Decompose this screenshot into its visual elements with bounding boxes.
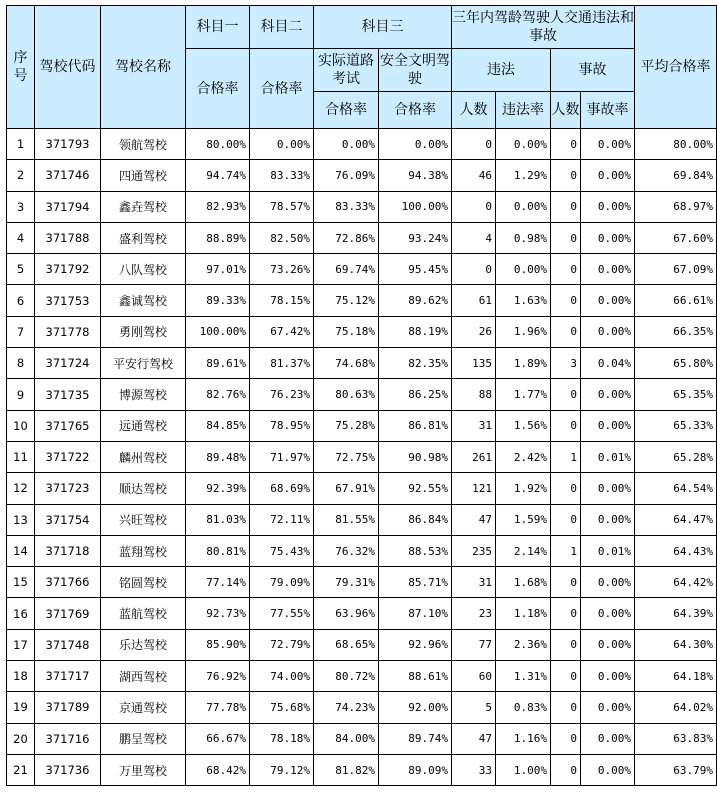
header-violation-count: 人数: [452, 92, 496, 129]
cell-violation-count: 121: [452, 473, 496, 504]
cell-accident-rate: 0.01%: [581, 441, 635, 472]
cell-school-code: 371789: [35, 692, 101, 723]
cell-violation-count: 0: [452, 191, 496, 222]
cell-accident-count: 0: [551, 692, 581, 723]
table-row: [7, 754, 717, 785]
cell-subject1-pass-rate: 89.33%: [186, 285, 250, 316]
cell-school-name: 兴旺驾校: [101, 504, 186, 535]
cell-road-test-pass-rate: 83.33%: [314, 191, 379, 222]
cell-seq: 7: [7, 316, 35, 347]
cell-accident-rate: 0.00%: [581, 410, 635, 441]
cell-school-code: 371717: [35, 661, 101, 692]
cell-average-pass-rate: 67.09%: [635, 254, 717, 285]
cell-accident-rate: 0.00%: [581, 504, 635, 535]
cell-school-code: 371793: [35, 129, 101, 160]
cell-accident-rate: 0.00%: [581, 191, 635, 222]
header-accident: 事故: [551, 49, 635, 92]
cell-subject2-pass-rate: 78.95%: [250, 410, 314, 441]
cell-subject2-pass-rate: 75.68%: [250, 692, 314, 723]
cell-subject2-pass-rate: 72.11%: [250, 504, 314, 535]
cell-safety-pass-rate: 92.55%: [379, 473, 452, 504]
cell-violation-count: 88: [452, 379, 496, 410]
cell-road-test-pass-rate: 72.75%: [314, 441, 379, 472]
cell-subject1-pass-rate: 82.93%: [186, 191, 250, 222]
cell-violation-rate: 0.00%: [496, 129, 551, 160]
cell-subject1-pass-rate: 77.78%: [186, 692, 250, 723]
cell-road-test-pass-rate: 0.00%: [314, 129, 379, 160]
cell-subject2-pass-rate: 78.57%: [250, 191, 314, 222]
cell-violation-count: 26: [452, 316, 496, 347]
cell-safety-pass-rate: 93.24%: [379, 222, 452, 253]
cell-accident-count: 1: [551, 535, 581, 566]
cell-safety-pass-rate: 0.00%: [379, 129, 452, 160]
cell-seq: 16: [7, 598, 35, 629]
table-row: [7, 723, 717, 754]
cell-safety-pass-rate: 88.61%: [379, 661, 452, 692]
table-row: [7, 504, 717, 535]
header-code: 驾校代码: [35, 6, 101, 129]
cell-road-test-pass-rate: 80.72%: [314, 661, 379, 692]
cell-school-name: 湖西驾校: [101, 661, 186, 692]
cell-average-pass-rate: 64.54%: [635, 473, 717, 504]
cell-road-test-pass-rate: 76.09%: [314, 160, 379, 191]
cell-violation-count: 47: [452, 723, 496, 754]
cell-safety-pass-rate: 82.35%: [379, 348, 452, 379]
cell-safety-pass-rate: 94.38%: [379, 160, 452, 191]
cell-seq: 12: [7, 473, 35, 504]
cell-accident-rate: 0.01%: [581, 535, 635, 566]
table-row: [7, 567, 717, 598]
cell-accident-count: 0: [551, 473, 581, 504]
cell-accident-count: 1: [551, 441, 581, 472]
cell-school-name: 领航驾校: [101, 129, 186, 160]
cell-violation-rate: 1.56%: [496, 410, 551, 441]
cell-school-name: 鹏呈驾校: [101, 723, 186, 754]
cell-subject1-pass-rate: 92.39%: [186, 473, 250, 504]
header-subject3: 科目三: [314, 6, 452, 49]
cell-violation-rate: 0.98%: [496, 222, 551, 253]
cell-accident-count: 0: [551, 129, 581, 160]
cell-subject2-pass-rate: 81.37%: [250, 348, 314, 379]
cell-accident-rate: 0.00%: [581, 754, 635, 785]
table-row: [7, 692, 717, 723]
cell-school-code: 371794: [35, 191, 101, 222]
table-row: [7, 441, 717, 472]
cell-violation-rate: 1.59%: [496, 504, 551, 535]
cell-school-code: 371736: [35, 754, 101, 785]
cell-violation-rate: 1.16%: [496, 723, 551, 754]
cell-school-code: 371765: [35, 410, 101, 441]
cell-average-pass-rate: 64.18%: [635, 661, 717, 692]
cell-average-pass-rate: 64.30%: [635, 629, 717, 660]
cell-road-test-pass-rate: 75.12%: [314, 285, 379, 316]
table-row: [7, 379, 717, 410]
cell-violation-count: 4: [452, 222, 496, 253]
table-row: [7, 316, 717, 347]
table-row: [7, 348, 717, 379]
cell-subject2-pass-rate: 77.55%: [250, 598, 314, 629]
cell-subject2-pass-rate: 73.26%: [250, 254, 314, 285]
cell-safety-pass-rate: 86.25%: [379, 379, 452, 410]
header-violation-rate: 违法率: [496, 92, 551, 129]
cell-seq: 17: [7, 629, 35, 660]
cell-violation-rate: 0.83%: [496, 692, 551, 723]
header-pass-rate-2: 合格率: [250, 49, 314, 129]
cell-road-test-pass-rate: 75.28%: [314, 410, 379, 441]
cell-safety-pass-rate: 89.62%: [379, 285, 452, 316]
cell-violation-rate: 1.89%: [496, 348, 551, 379]
cell-average-pass-rate: 66.61%: [635, 285, 717, 316]
cell-safety-pass-rate: 92.00%: [379, 692, 452, 723]
cell-school-name: 八队驾校: [101, 254, 186, 285]
cell-school-code: 371753: [35, 285, 101, 316]
cell-subject1-pass-rate: 68.42%: [186, 754, 250, 785]
cell-violation-count: 235: [452, 535, 496, 566]
cell-accident-rate: 0.00%: [581, 692, 635, 723]
cell-safety-pass-rate: 89.74%: [379, 723, 452, 754]
cell-road-test-pass-rate: 81.82%: [314, 754, 379, 785]
cell-seq: 6: [7, 285, 35, 316]
cell-accident-count: 0: [551, 285, 581, 316]
cell-average-pass-rate: 69.84%: [635, 160, 717, 191]
table-row: [7, 473, 717, 504]
cell-violation-rate: 1.77%: [496, 379, 551, 410]
cell-average-pass-rate: 63.79%: [635, 754, 717, 785]
cell-safety-pass-rate: 87.10%: [379, 598, 452, 629]
header-safety: 安全文明驾驶: [379, 49, 452, 92]
cell-school-code: 371718: [35, 535, 101, 566]
cell-accident-count: 0: [551, 222, 581, 253]
header-seq: 序号: [7, 6, 35, 129]
cell-seq: 3: [7, 191, 35, 222]
cell-average-pass-rate: 68.97%: [635, 191, 717, 222]
cell-school-code: 371792: [35, 254, 101, 285]
cell-subject2-pass-rate: 72.79%: [250, 629, 314, 660]
cell-subject1-pass-rate: 80.81%: [186, 535, 250, 566]
cell-violation-rate: 1.29%: [496, 160, 551, 191]
table-body: [7, 129, 717, 786]
cell-subject2-pass-rate: 74.00%: [250, 661, 314, 692]
cell-average-pass-rate: 64.39%: [635, 598, 717, 629]
cell-violation-rate: 1.63%: [496, 285, 551, 316]
cell-school-name: 万里驾校: [101, 754, 186, 785]
cell-subject2-pass-rate: 78.18%: [250, 723, 314, 754]
cell-seq: 19: [7, 692, 35, 723]
cell-violation-rate: 0.00%: [496, 254, 551, 285]
cell-average-pass-rate: 64.47%: [635, 504, 717, 535]
cell-school-code: 371735: [35, 379, 101, 410]
cell-seq: 18: [7, 661, 35, 692]
cell-road-test-pass-rate: 67.91%: [314, 473, 379, 504]
cell-school-name: 博源驾校: [101, 379, 186, 410]
table-header: [7, 6, 717, 129]
cell-school-code: 371788: [35, 222, 101, 253]
header-accident-count: 人数: [551, 92, 581, 129]
cell-accident-count: 0: [551, 410, 581, 441]
cell-accident-rate: 0.00%: [581, 661, 635, 692]
cell-violation-count: 0: [452, 254, 496, 285]
cell-subject1-pass-rate: 89.61%: [186, 348, 250, 379]
table-row: [7, 222, 717, 253]
cell-subject2-pass-rate: 67.42%: [250, 316, 314, 347]
cell-accident-rate: 0.00%: [581, 222, 635, 253]
cell-violation-count: 46: [452, 160, 496, 191]
cell-seq: 21: [7, 754, 35, 785]
cell-subject1-pass-rate: 66.67%: [186, 723, 250, 754]
header-three-year: 三年内驾龄驾驶人交通违法和事故: [452, 6, 635, 49]
cell-road-test-pass-rate: 63.96%: [314, 598, 379, 629]
cell-school-name: 鑫诚驾校: [101, 285, 186, 316]
cell-school-name: 蓝航驾校: [101, 598, 186, 629]
cell-accident-rate: 0.00%: [581, 129, 635, 160]
table-row: [7, 129, 717, 160]
cell-accident-rate: 0.00%: [581, 254, 635, 285]
cell-violation-count: 31: [452, 567, 496, 598]
cell-subject1-pass-rate: 81.03%: [186, 504, 250, 535]
cell-accident-rate: 0.00%: [581, 379, 635, 410]
cell-school-name: 麟州驾校: [101, 441, 186, 472]
cell-subject1-pass-rate: 85.90%: [186, 629, 250, 660]
cell-violation-rate: 2.36%: [496, 629, 551, 660]
cell-average-pass-rate: 64.43%: [635, 535, 717, 566]
cell-road-test-pass-rate: 72.86%: [314, 222, 379, 253]
cell-average-pass-rate: 65.33%: [635, 410, 717, 441]
cell-accident-rate: 0.00%: [581, 629, 635, 660]
header-pass-rate-road: 合格率: [314, 92, 379, 129]
cell-average-pass-rate: 65.35%: [635, 379, 717, 410]
cell-safety-pass-rate: 92.96%: [379, 629, 452, 660]
cell-average-pass-rate: 67.60%: [635, 222, 717, 253]
header-subject1: 科目一: [186, 6, 250, 49]
cell-road-test-pass-rate: 79.31%: [314, 567, 379, 598]
cell-violation-count: 33: [452, 754, 496, 785]
cell-school-code: 371724: [35, 348, 101, 379]
cell-school-code: 371748: [35, 629, 101, 660]
cell-accident-count: 0: [551, 629, 581, 660]
cell-road-test-pass-rate: 76.32%: [314, 535, 379, 566]
cell-seq: 8: [7, 348, 35, 379]
cell-safety-pass-rate: 90.98%: [379, 441, 452, 472]
table-row: [7, 191, 717, 222]
cell-school-name: 顺达驾校: [101, 473, 186, 504]
cell-school-code: 371769: [35, 598, 101, 629]
cell-school-name: 平安行驾校: [101, 348, 186, 379]
cell-violation-rate: 2.14%: [496, 535, 551, 566]
cell-violation-rate: 1.18%: [496, 598, 551, 629]
cell-subject2-pass-rate: 79.12%: [250, 754, 314, 785]
cell-violation-rate: 1.96%: [496, 316, 551, 347]
cell-seq: 15: [7, 567, 35, 598]
cell-accident-count: 0: [551, 160, 581, 191]
header-accident-rate: 事故率: [581, 92, 635, 129]
cell-violation-rate: 1.31%: [496, 661, 551, 692]
cell-subject2-pass-rate: 78.15%: [250, 285, 314, 316]
cell-accident-rate: 0.04%: [581, 348, 635, 379]
cell-violation-count: 47: [452, 504, 496, 535]
cell-school-name: 京通驾校: [101, 692, 186, 723]
table-row: [7, 410, 717, 441]
cell-road-test-pass-rate: 69.74%: [314, 254, 379, 285]
cell-road-test-pass-rate: 74.23%: [314, 692, 379, 723]
cell-violation-count: 60: [452, 661, 496, 692]
cell-subject1-pass-rate: 76.92%: [186, 661, 250, 692]
cell-accident-rate: 0.00%: [581, 723, 635, 754]
cell-accident-count: 0: [551, 754, 581, 785]
cell-violation-count: 5: [452, 692, 496, 723]
cell-accident-rate: 0.00%: [581, 160, 635, 191]
cell-safety-pass-rate: 100.00%: [379, 191, 452, 222]
cell-road-test-pass-rate: 84.00%: [314, 723, 379, 754]
cell-subject1-pass-rate: 97.01%: [186, 254, 250, 285]
cell-subject2-pass-rate: 68.69%: [250, 473, 314, 504]
cell-accident-count: 0: [551, 598, 581, 629]
cell-average-pass-rate: 80.00%: [635, 129, 717, 160]
cell-violation-rate: 0.00%: [496, 191, 551, 222]
table-row: [7, 535, 717, 566]
cell-school-name: 鑫垚驾校: [101, 191, 186, 222]
cell-school-name: 盛利驾校: [101, 222, 186, 253]
cell-school-name: 四通驾校: [101, 160, 186, 191]
cell-road-test-pass-rate: 81.55%: [314, 504, 379, 535]
cell-safety-pass-rate: 95.45%: [379, 254, 452, 285]
cell-accident-count: 0: [551, 661, 581, 692]
cell-subject2-pass-rate: 83.33%: [250, 160, 314, 191]
cell-violation-count: 261: [452, 441, 496, 472]
cell-accident-rate: 0.00%: [581, 567, 635, 598]
table-row: [7, 598, 717, 629]
header-pass-rate-safety: 合格率: [379, 92, 452, 129]
cell-accident-count: 0: [551, 723, 581, 754]
cell-violation-rate: 1.00%: [496, 754, 551, 785]
cell-seq: 10: [7, 410, 35, 441]
cell-violation-count: 23: [452, 598, 496, 629]
cell-accident-count: 0: [551, 504, 581, 535]
cell-subject1-pass-rate: 80.00%: [186, 129, 250, 160]
cell-average-pass-rate: 64.02%: [635, 692, 717, 723]
cell-school-code: 371723: [35, 473, 101, 504]
cell-seq: 1: [7, 129, 35, 160]
table-row: [7, 254, 717, 285]
cell-subject1-pass-rate: 100.00%: [186, 316, 250, 347]
cell-accident-rate: 0.00%: [581, 285, 635, 316]
cell-violation-rate: 2.42%: [496, 441, 551, 472]
cell-violation-count: 135: [452, 348, 496, 379]
cell-subject2-pass-rate: 75.43%: [250, 535, 314, 566]
cell-school-name: 铭圆驾校: [101, 567, 186, 598]
cell-school-name: 蓝翔驾校: [101, 535, 186, 566]
driving-school-ranking-table: [6, 5, 717, 786]
cell-average-pass-rate: 63.83%: [635, 723, 717, 754]
cell-road-test-pass-rate: 74.68%: [314, 348, 379, 379]
cell-subject2-pass-rate: 82.50%: [250, 222, 314, 253]
cell-safety-pass-rate: 85.71%: [379, 567, 452, 598]
cell-accident-count: 0: [551, 567, 581, 598]
cell-violation-count: 61: [452, 285, 496, 316]
header-average: 平均合格率: [635, 6, 717, 129]
cell-violation-rate: 1.68%: [496, 567, 551, 598]
cell-subject1-pass-rate: 77.14%: [186, 567, 250, 598]
cell-accident-rate: 0.00%: [581, 316, 635, 347]
cell-seq: 5: [7, 254, 35, 285]
cell-accident-count: 3: [551, 348, 581, 379]
cell-accident-count: 0: [551, 191, 581, 222]
cell-seq: 13: [7, 504, 35, 535]
cell-average-pass-rate: 66.35%: [635, 316, 717, 347]
table-row: [7, 629, 717, 660]
header-subject2: 科目二: [250, 6, 314, 49]
header-violation: 违法: [452, 49, 551, 92]
cell-accident-count: 0: [551, 254, 581, 285]
cell-subject2-pass-rate: 71.97%: [250, 441, 314, 472]
table-row: [7, 160, 717, 191]
cell-school-name: 勇刚驾校: [101, 316, 186, 347]
cell-subject2-pass-rate: 0.00%: [250, 129, 314, 160]
cell-subject2-pass-rate: 79.09%: [250, 567, 314, 598]
cell-subject2-pass-rate: 76.23%: [250, 379, 314, 410]
cell-safety-pass-rate: 88.19%: [379, 316, 452, 347]
cell-subject1-pass-rate: 89.48%: [186, 441, 250, 472]
cell-road-test-pass-rate: 68.65%: [314, 629, 379, 660]
cell-subject1-pass-rate: 82.76%: [186, 379, 250, 410]
cell-school-code: 371716: [35, 723, 101, 754]
cell-safety-pass-rate: 89.09%: [379, 754, 452, 785]
header-road-test: 实际道路考试: [314, 49, 379, 92]
cell-accident-rate: 0.00%: [581, 473, 635, 504]
cell-subject1-pass-rate: 92.73%: [186, 598, 250, 629]
cell-school-code: 371754: [35, 504, 101, 535]
cell-violation-count: 0: [452, 129, 496, 160]
cell-violation-rate: 1.92%: [496, 473, 551, 504]
cell-school-code: 371746: [35, 160, 101, 191]
cell-subject1-pass-rate: 94.74%: [186, 160, 250, 191]
cell-school-code: 371722: [35, 441, 101, 472]
cell-road-test-pass-rate: 80.63%: [314, 379, 379, 410]
cell-average-pass-rate: 64.42%: [635, 567, 717, 598]
cell-accident-rate: 0.00%: [581, 598, 635, 629]
cell-subject1-pass-rate: 84.85%: [186, 410, 250, 441]
cell-road-test-pass-rate: 75.18%: [314, 316, 379, 347]
cell-violation-count: 31: [452, 410, 496, 441]
cell-school-code: 371766: [35, 567, 101, 598]
cell-seq: 4: [7, 222, 35, 253]
cell-seq: 20: [7, 723, 35, 754]
cell-accident-count: 0: [551, 379, 581, 410]
cell-safety-pass-rate: 86.81%: [379, 410, 452, 441]
header-pass-rate-1: 合格率: [186, 49, 250, 129]
cell-seq: 11: [7, 441, 35, 472]
cell-average-pass-rate: 65.28%: [635, 441, 717, 472]
cell-seq: 9: [7, 379, 35, 410]
cell-safety-pass-rate: 86.84%: [379, 504, 452, 535]
cell-accident-count: 0: [551, 316, 581, 347]
header-name: 驾校名称: [101, 6, 186, 129]
cell-violation-count: 77: [452, 629, 496, 660]
cell-safety-pass-rate: 88.53%: [379, 535, 452, 566]
cell-school-code: 371778: [35, 316, 101, 347]
cell-subject1-pass-rate: 88.89%: [186, 222, 250, 253]
cell-seq: 2: [7, 160, 35, 191]
table-row: [7, 661, 717, 692]
cell-average-pass-rate: 65.80%: [635, 348, 717, 379]
cell-seq: 14: [7, 535, 35, 566]
cell-school-name: 远通驾校: [101, 410, 186, 441]
table-row: [7, 285, 717, 316]
cell-school-name: 乐达驾校: [101, 629, 186, 660]
